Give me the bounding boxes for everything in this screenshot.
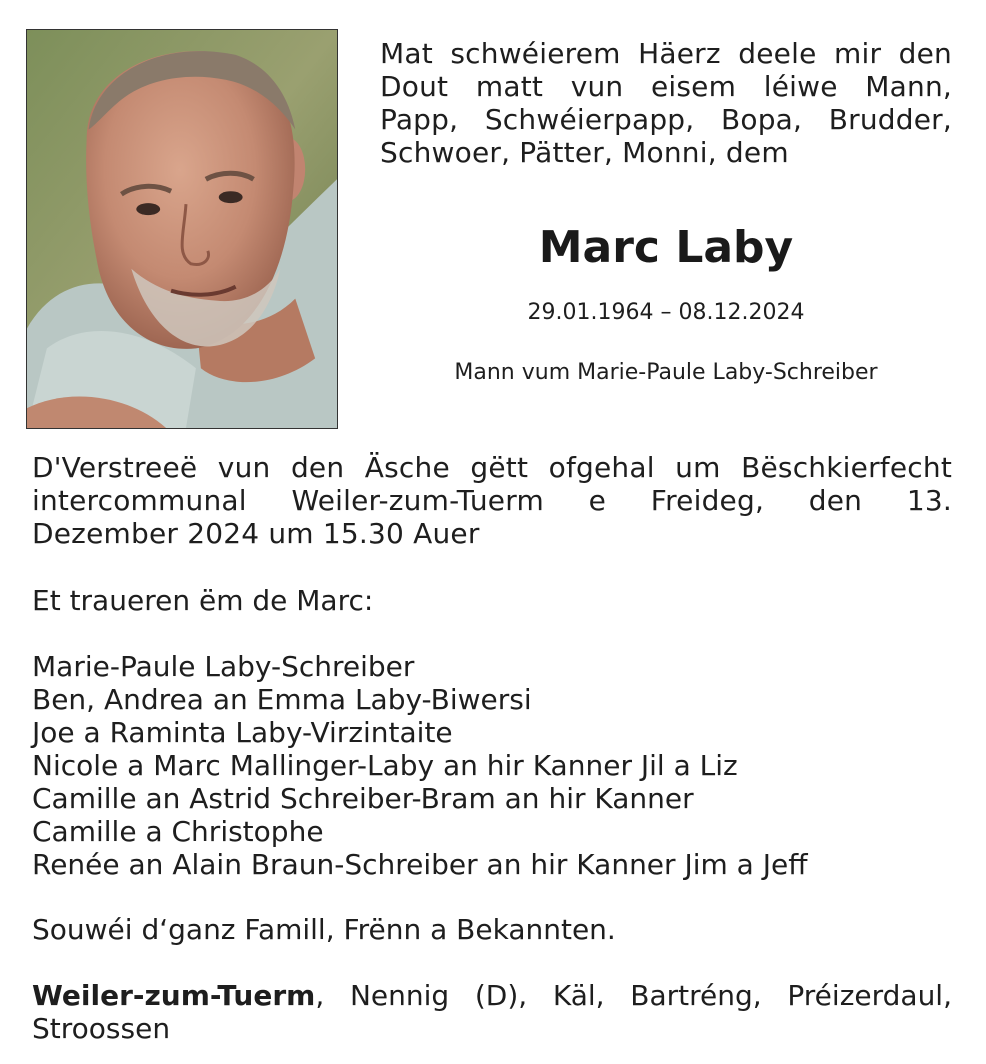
friends-line: Souwéi d‘ganz Famill, Frënn a Bekannten. xyxy=(32,913,616,946)
places-line-2: Stroossen xyxy=(32,1012,171,1045)
intro-line: Papp, Schwéierpapp, Bopa, Brudder, xyxy=(380,103,952,136)
places-bold: Weiler-zum-Tuerm xyxy=(32,979,316,1012)
ceremony-line: intercommunal Weiler-zum-Tuerm e Freideg, den 13. xyxy=(32,484,952,517)
ceremony-line: Dezember 2024 um 15.30 Auer xyxy=(32,517,480,550)
mourner-line: Renée an Alain Braun-Schreiber an hir Kanner Jim a Jeff xyxy=(32,848,808,881)
mourner-line: Marie-Paule Laby-Schreiber xyxy=(32,650,415,683)
intro-text xyxy=(380,37,952,169)
mourner-line: Camille an Astrid Schreiber-Bram an hir Kanner xyxy=(32,782,694,815)
life-dates: 29.01.1964 – 08.12.2024 xyxy=(527,300,805,325)
portrait-photo xyxy=(26,29,338,429)
places-line xyxy=(32,979,952,1012)
places-rest: , Nennig (D), Käl, Bartréng, Préizerdaul, xyxy=(315,979,952,1012)
ceremony-text xyxy=(32,451,952,550)
mourner-line: Camille a Christophe xyxy=(32,815,324,848)
ceremony-line: D'Verstreeë vun den Äsche gëtt ofgehal um Bëschkierfecht xyxy=(32,451,952,484)
places-text xyxy=(32,979,952,1045)
mourner-line: Joe a Raminta Laby-Virzintaite xyxy=(32,716,453,749)
mourners-title: Et traueren ëm de Marc: xyxy=(32,584,374,617)
mourner-line: Ben, Andrea an Emma Laby-Biwersi xyxy=(32,683,532,716)
intro-line: Schwoer, Pätter, Monni, dem xyxy=(380,136,789,169)
deceased-name: Marc Laby xyxy=(538,222,794,273)
intro-line: Mat schwéierem Häerz deele mir den xyxy=(380,37,952,70)
portrait-image xyxy=(27,30,337,428)
intro-line: Dout matt vun eisem léiwe Mann, xyxy=(380,70,952,103)
mourners-list xyxy=(32,650,952,881)
mourner-line: Nicole a Marc Mallinger-Laby an hir Kanner Jil a Liz xyxy=(32,749,738,782)
spouse-line: Mann vum Marie-Paule Laby-Schreiber xyxy=(454,360,878,385)
